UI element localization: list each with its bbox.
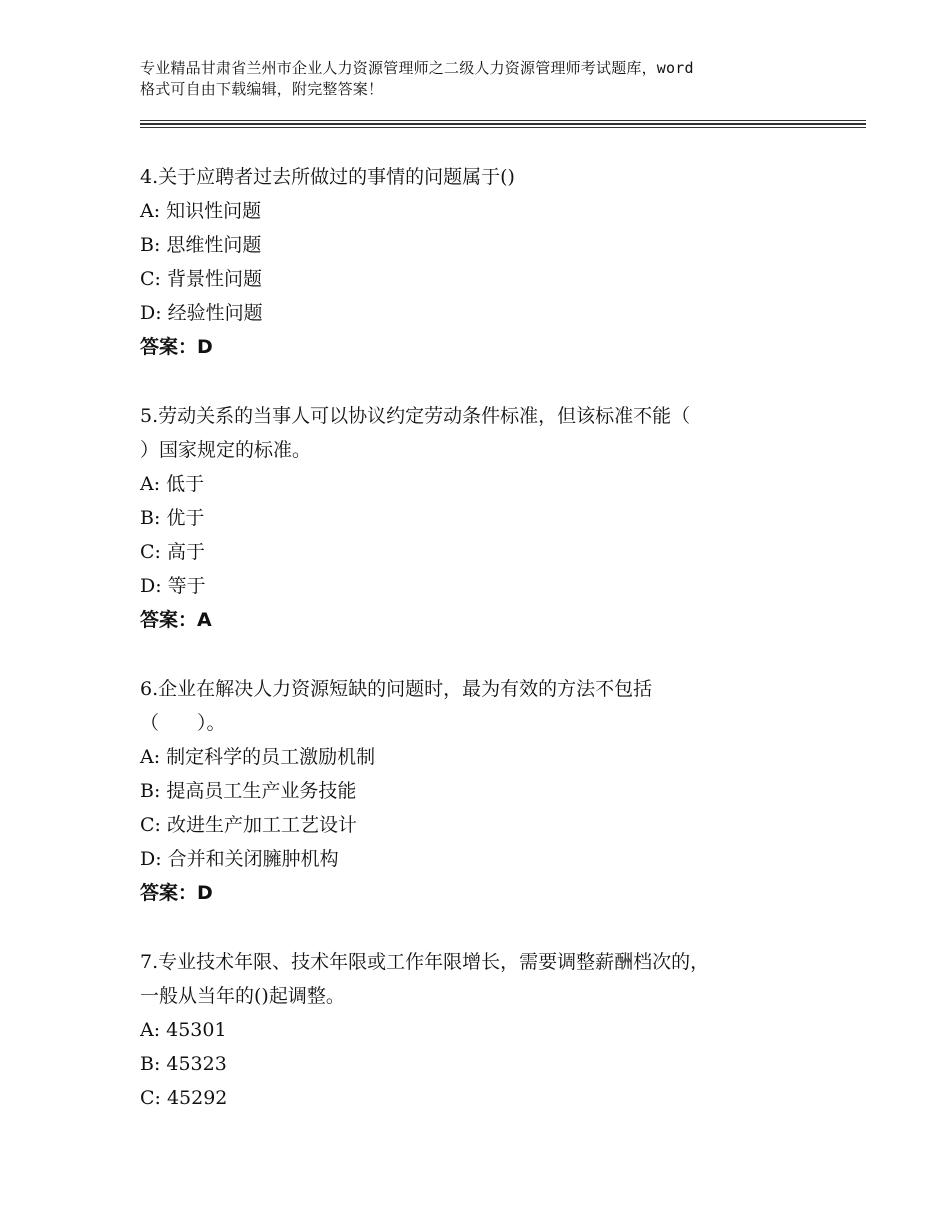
option-key: B: [140, 1053, 161, 1075]
option-key: A: [140, 200, 161, 222]
question-5-stem-line-2: ）国家规定的标准。 [140, 439, 312, 461]
question-6-options [140, 740, 800, 876]
option-key: C: [140, 1087, 161, 1109]
question-6-option-d [140, 842, 800, 876]
option-key: D: [140, 848, 162, 870]
question-7 [140, 945, 800, 1115]
option-key: B: [140, 507, 161, 529]
question-5-stem-line-1: 5.劳动关系的当事人可以协议约定劳动条件标准，但该标准不能（ [140, 405, 691, 427]
option-key: A: [140, 473, 161, 495]
question-7-options [140, 1013, 800, 1115]
question-4 [140, 160, 800, 364]
document-header [140, 58, 840, 100]
option-key: B: [140, 234, 161, 256]
option-text: 背景性问题 [166, 268, 262, 290]
option-text: 思维性问题 [166, 234, 262, 256]
header-line-2: 格式可自由下载编辑，附完整答案！ [140, 80, 384, 98]
question-4-option-c [140, 262, 800, 296]
option-text: 知识性问题 [166, 200, 262, 222]
header-divider-middle [140, 123, 866, 125]
option-text: 45301 [166, 1019, 227, 1041]
option-text: 优于 [166, 507, 205, 529]
question-7-option-c [140, 1081, 800, 1115]
question-5-options [140, 467, 800, 603]
question-4-stem [140, 160, 800, 194]
question-7-stem-line-1: 7.专业技术年限、技术年限或工作年限增长，需要调整薪酬档次的， [140, 951, 710, 973]
option-text: 等于 [167, 575, 206, 597]
option-key: D: [140, 575, 162, 597]
option-text: 制定科学的员工激励机制 [166, 746, 376, 768]
question-6-stem-line-1: 6.企业在解决人力资源短缺的问题时，最为有效的方法不包括 [140, 678, 653, 700]
question-7-stem-line-2: 一般从当年的()起调整。 [140, 985, 345, 1007]
option-text: 改进生产加工工艺设计 [166, 814, 357, 836]
option-text: 合并和关闭臃肿机构 [167, 848, 339, 870]
question-6-option-a [140, 740, 800, 774]
question-6-stem-line-2: （ ）。 [140, 712, 226, 734]
option-text: 高于 [166, 541, 205, 563]
question-6-answer: 答案：D [140, 882, 213, 904]
option-text: 45292 [166, 1087, 228, 1109]
question-4-stem-line-1: 4.关于应聘者过去所做过的事情的问题属于() [140, 166, 515, 188]
question-4-option-b [140, 228, 800, 262]
question-7-option-b [140, 1047, 800, 1081]
option-key: A: [140, 1019, 161, 1041]
question-5-option-c [140, 535, 800, 569]
question-7-option-a [140, 1013, 800, 1047]
question-4-options [140, 194, 800, 330]
question-6-stem [140, 672, 800, 740]
question-5-option-a [140, 467, 800, 501]
option-key: C: [140, 814, 161, 836]
question-5-option-d [140, 569, 800, 603]
question-6 [140, 672, 800, 910]
question-5-stem [140, 399, 800, 467]
question-6-option-b [140, 774, 800, 808]
question-4-option-d [140, 296, 800, 330]
option-key: C: [140, 268, 161, 290]
header-divider-bottom [140, 127, 866, 128]
question-4-option-a [140, 194, 800, 228]
option-text: 低于 [166, 473, 205, 495]
header-line-1: 专业精品甘肃省兰州市企业人力资源管理师之二级人力资源管理师考试题库，word [140, 59, 694, 77]
option-text: 经验性问题 [167, 302, 263, 324]
option-key: B: [140, 780, 161, 802]
question-7-stem [140, 945, 800, 1013]
question-6-option-c [140, 808, 800, 842]
option-key: C: [140, 541, 161, 563]
option-key: A: [140, 746, 161, 768]
header-divider-top [140, 120, 866, 121]
question-5-answer: 答案：A [140, 609, 212, 631]
option-key: D: [140, 302, 162, 324]
option-text: 45323 [166, 1053, 227, 1075]
question-4-answer: 答案：D [140, 336, 213, 358]
question-5-option-b [140, 501, 800, 535]
option-text: 提高员工生产业务技能 [166, 780, 357, 802]
question-5 [140, 399, 800, 637]
